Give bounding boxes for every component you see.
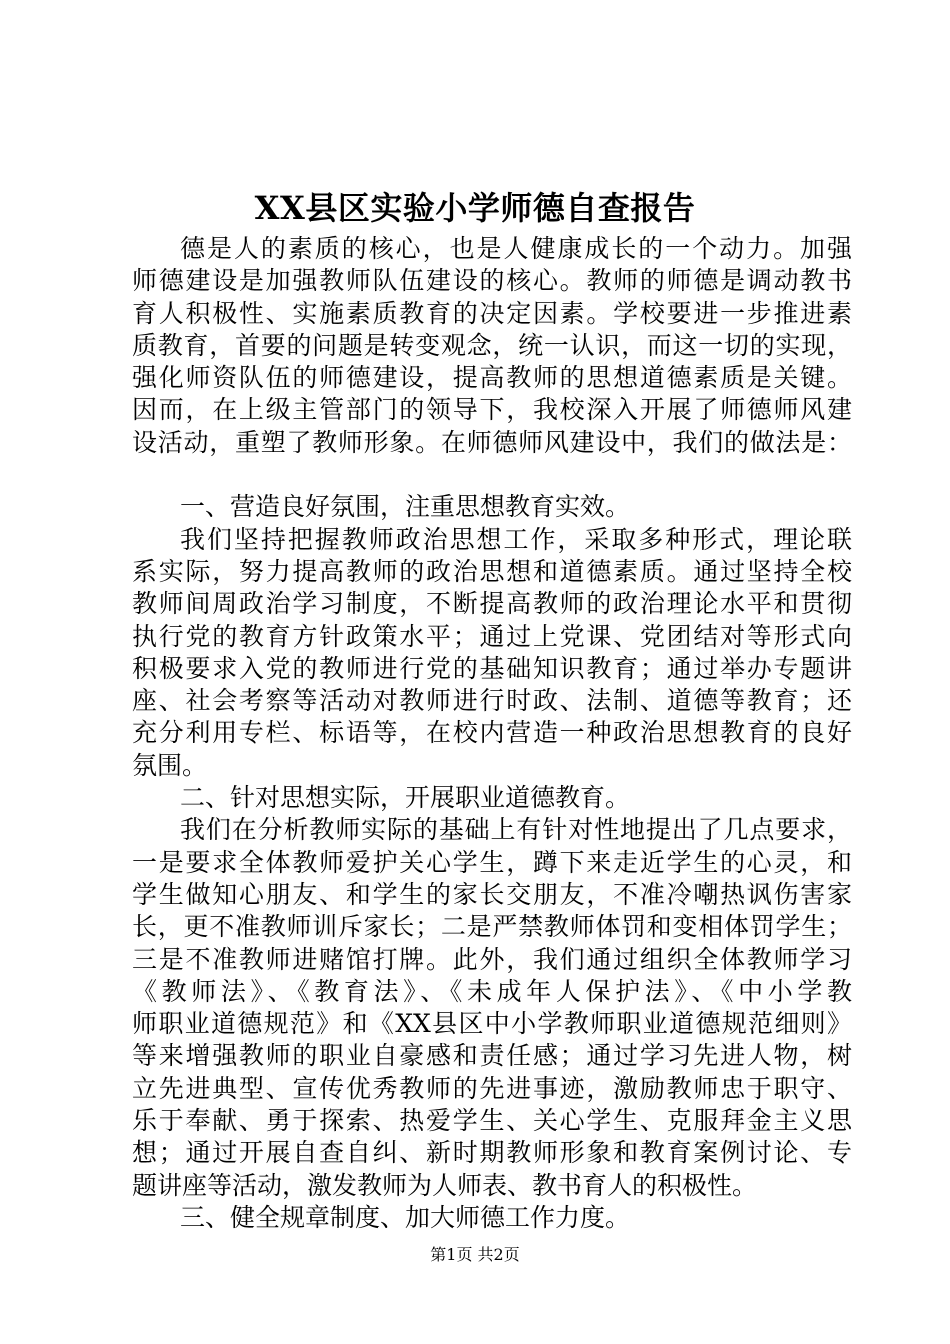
paragraph-line: 一是要求全体教师爱护关心学生，蹲下来走近学生的心灵，和 xyxy=(132,847,852,877)
paragraph-line: 长，更不准教师训斥家长；二是严禁教师体罚和变相体罚学生； xyxy=(132,912,852,942)
paragraph-line: 设活动，重塑了教师形象。在师德师风建设中，我们的做法是： xyxy=(132,427,852,457)
blank-line xyxy=(132,459,852,491)
paragraph-line: 立先进典型、宣传优秀教师的先进事迹，激励教师忠于职守、 xyxy=(132,1073,852,1103)
section-heading: 一、营造良好氛围，注重思想教育实效。 xyxy=(180,492,631,522)
paragraph-line: 题讲座等活动，激发教师为人师表、教书育人的积极性。 xyxy=(132,1170,758,1200)
paragraph-line: 充分利用专栏、标语等，在校内营造一种政治思想教育的良好 xyxy=(132,718,852,748)
paragraph-line: 积极要求入党的教师进行党的基础知识教育；通过举办专题讲 xyxy=(132,653,852,683)
document-body xyxy=(132,233,852,1234)
paragraph-line: 想；通过开展自查自纠、新时期教师形象和教育案例讨论、专 xyxy=(132,1138,852,1168)
paragraph-line: 因而，在上级主管部门的领导下，我校深入开展了师德师风建 xyxy=(132,395,852,425)
document-title: XX县区实验小学师德自查报告 xyxy=(254,189,696,227)
paragraph-line: 质教育，首要的问题是转变观念，统一认识，而这一切的实现， xyxy=(132,330,852,360)
paragraph-line: 育人积极性、实施素质教育的决定因素。学校要进一步推进素 xyxy=(132,298,852,328)
paragraph-line: 我们在分析教师实际的基础上有针对性地提出了几点要求， xyxy=(180,815,852,845)
paragraph-line: 教师间周政治学习制度，不断提高教师的政治理论水平和贯彻 xyxy=(132,589,852,619)
paragraph-line: 我们坚持把握教师政治思想工作，采取多种形式，理论联 xyxy=(180,524,852,554)
paragraph-line: 氛围。 xyxy=(132,750,208,780)
paragraph-line: 德是人的素质的核心，也是人健康成长的一个动力。加强 xyxy=(180,234,852,263)
paragraph-line: 师德建设是加强教师队伍建设的核心。教师的师德是调动教书 xyxy=(132,266,852,296)
paragraph-line: 学生做知心朋友、和学生的家长交朋友，不准冷嘲热讽伤害家 xyxy=(132,879,852,909)
paragraph-line: 等来增强教师的职业自豪感和责任感；通过学习先进人物，树 xyxy=(132,1041,852,1071)
paragraph-line: 执行党的教育方针政策水平；通过上党课、党团结对等形式向 xyxy=(132,621,852,651)
paragraph-line: 师职业道德规范》和《XX县区中小学教师职业道德规范细则》 xyxy=(132,1009,852,1039)
paragraph-line: 系实际，努力提高教师的政治思想和道德素质。通过坚持全校 xyxy=(132,556,852,586)
paragraph-line: 乐于奉献、勇于探索、热爱学生、关心学生、克服拜金主义思 xyxy=(132,1106,852,1136)
section-heading: 二、针对思想实际，开展职业道德教育。 xyxy=(180,783,631,813)
paragraph-line: 三是不准教师进赌馆打牌。此外，我们通过组织全体教师学习 xyxy=(132,944,852,974)
paragraph-line: 《教师法》、《教育法》、《未成年人保护法》、《中小学教 xyxy=(132,976,852,1006)
paragraph-line: 强化师资队伍的师德建设，提高教师的思想道德素质是关键。 xyxy=(132,363,852,393)
section-heading: 三、健全规章制度、加大师德工作力度。 xyxy=(180,1202,631,1232)
paragraph-line: 座、社会考察等活动对教师进行时政、法制、道德等教育；还 xyxy=(132,686,852,716)
page-footer: 第1页 共2页 xyxy=(430,1245,520,1264)
